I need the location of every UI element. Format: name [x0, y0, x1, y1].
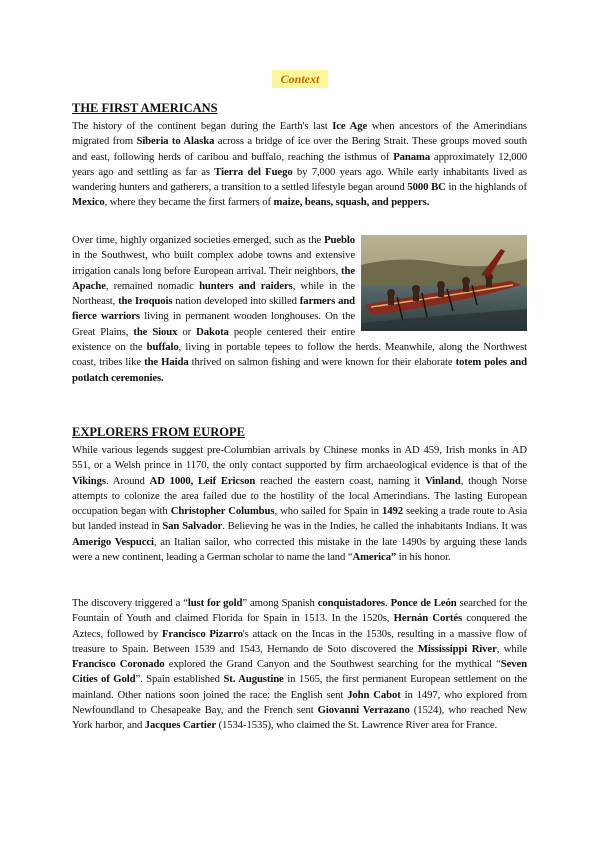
paragraph-explorers-1: While various legends suggest pre-Columbian arrivals by Chinese monks in AD 459, Irish monks in AD 551, or a Welsh prince in 1170, the only contact supported by firm archaeological evidence is that of the Vikings. Around AD 1000, Leif Ericson reached the eastern coast, naming it Vinland, though Norse attempts to colonize the area failed due to the hostility of the local Amerindians. The lasting European occupation began with Christopher Columbus, who sailed for Spain in 1492 seeking a trade route to Asia but landed instead in San Salvador. Believing he was in the Indies, he called the inhabitants Indians. It was Amerigo Vespucci, an Italian sailor, who corrected this mistake in the late 1490s by arguing these lands were a new continent, leading a German scholar to name the land “America” in his honor.: [72, 444, 528, 564]
paragraph-first-americans-1: The history of the continent began during the Earth's last Ice Age when ancestors of the Amerindians migrated from Siberia to Alaska across a bridge of ice over the Bering Strait. These groups moved south and east, following herds of caribou and buffalo, reaching the isthmus of Panama approximately 12,000 years ago and settling as far as Tierra del Fuego by 7,000 years ago. While early inhabitants lived as wandering hunters and gatherers, a transition to a settled lifestyle began around 5000 BC in the highlands of Mexico, where they became the first farmers of maize, beans, squash, and peppers.: [72, 120, 528, 209]
canoe-illustration: [361, 235, 527, 331]
paragraph-first-americans-2: Over time, highly organized societies emerged, such as the Pueblo in the Southwest, who built complex adobe towns and extensive irrigation canals long before European arrival. Their neighbors, the Apache, remained nomadic hunters and raiders, while in the Northeast, the Iroquois nation developed into skilled farmers and fierce warriors living in permanent wooden longhouses. On the Great Plains, the Sioux or Dakota people centered their entire existence on the buffalo, living in portable tepees to follow the herds. Meanwhile, along the Northwest coast, tribes like the Haida thrived on salmon fishing and were known for their elaborate totem poles and potlatch ceremonies.: [72, 234, 527, 384]
section-title-first-americans: THE FIRST AMERICANS: [72, 101, 218, 115]
context-heading: Context: [272, 70, 328, 88]
section-title-explorers: EXPLORERS FROM EUROPE: [72, 425, 245, 439]
paragraph-explorers-2: The discovery triggered a “lust for gold” among Spanish conquistadores. Ponce de León searched for the Fountain of Youth and claimed Florida for Spain in 1513. In the 1520s, Hernán Cortés conquered the Aztecs, followed by Francisco Pizarro's attack on the Incas in the 1530s, resulting in a massive flow of treasure to Spain. Between 1539 and 1543, Hernando de Soto discovered the Mississippi River, while Francisco Coronado explored the Grand Canyon and the Southwest searching for the mythical “Seven Cities of Gold”. Spain established St. Augustine in 1565, the first permanent European settlement on the mainland. Other nations soon joined the race: the English sent John Cabot in 1497, who explored from Newfoundland to Chesapeake Bay, and the French sent Giovanni Verrazano (1524), who reached New York harbor, and Jacques Cartier (1534-1535), who claimed the St. Lawrence River area for France.: [72, 597, 528, 732]
